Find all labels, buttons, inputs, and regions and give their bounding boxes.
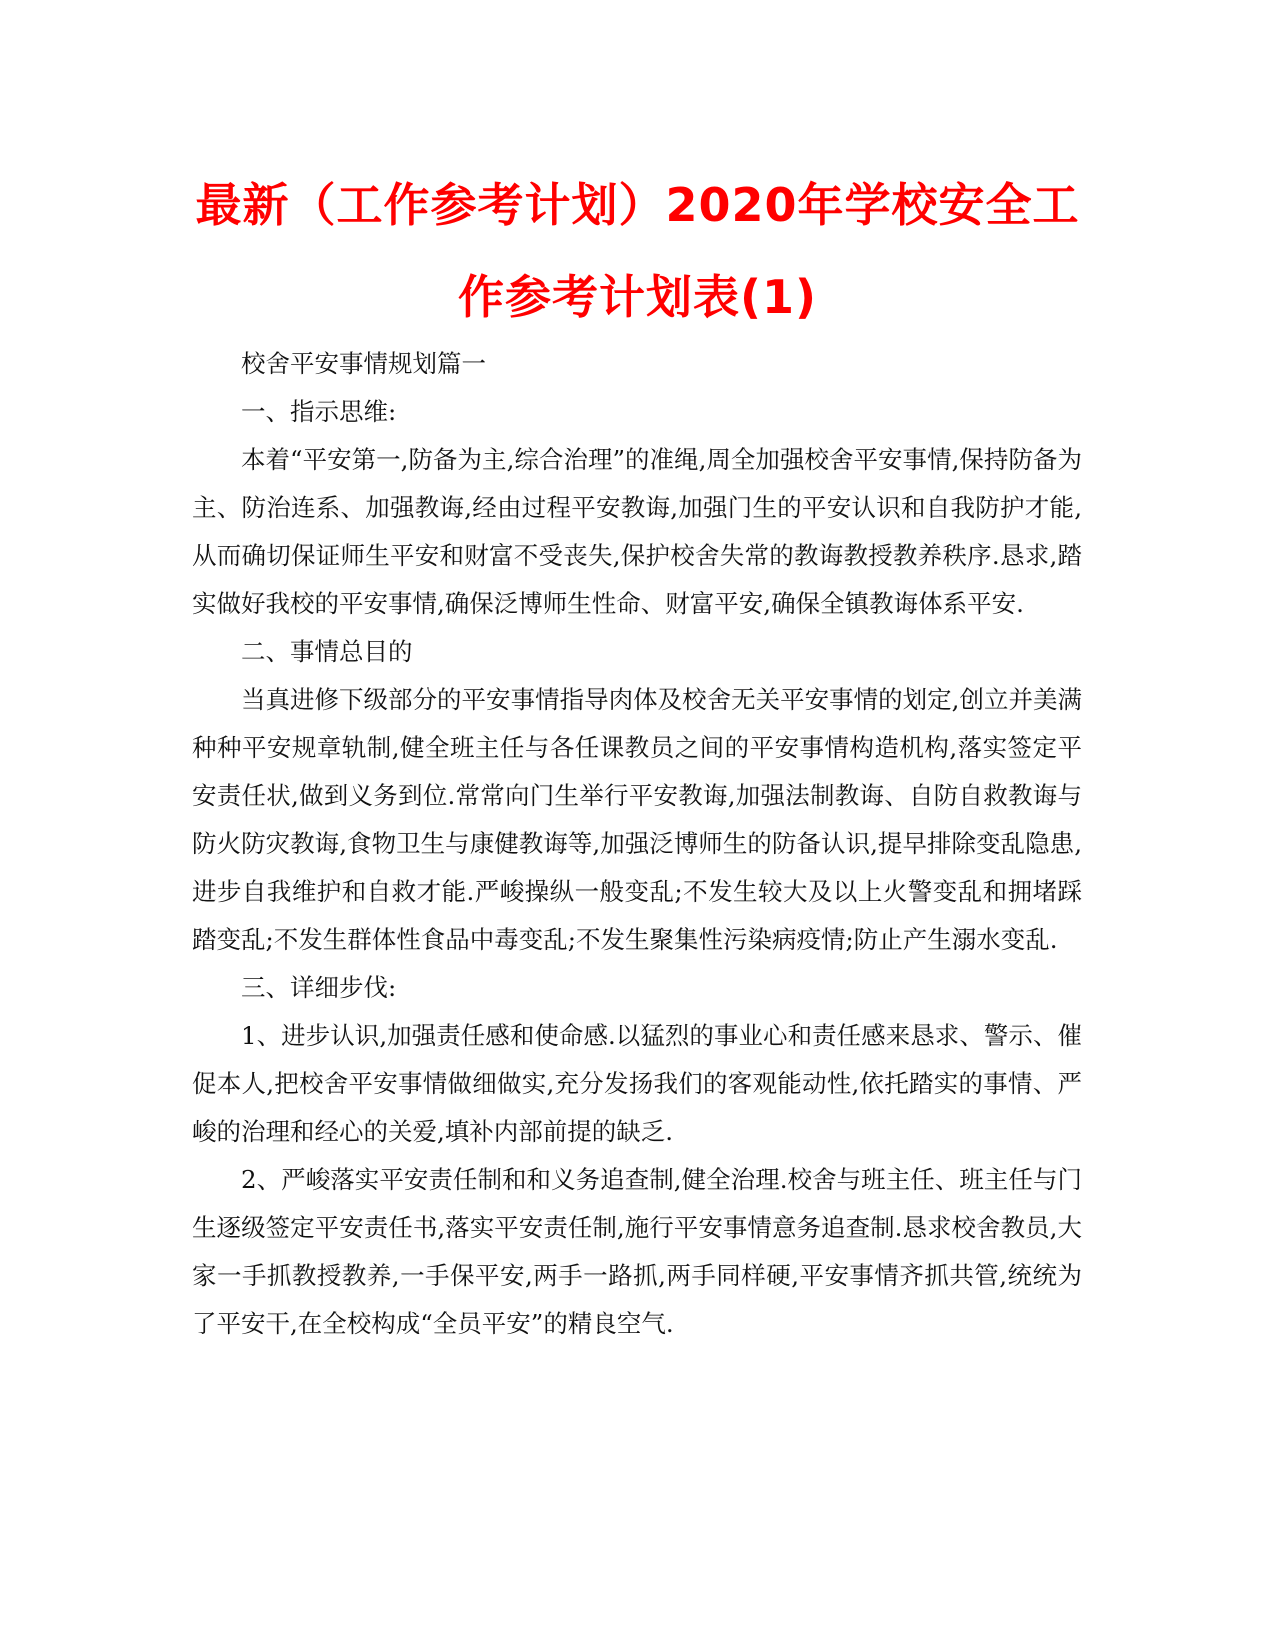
paragraph-guiding-thought: 本着“平安第一,防备为主,综合治理”的准绳,周全加强校舍平安事情,保持防备为主、防治连系、加强教诲,经由过程平安教诲,加强门生的平安认识和自我防护才能,从而确切保证师生平安和财富不受丧失,保护校舍失常的教诲教授教养秩序.恳求,踏实做好我校的平安事情,确保泛博师生性命、财富平安,确保全镇教诲体系平安. — [192, 445, 1082, 618]
section-heading-guiding-thought: 一、指示思维: — [241, 397, 397, 426]
document-title-line-1: 最新（工作参考计划）2020年学校安全工 — [195, 178, 1080, 232]
section-heading-plan: 校舍平安事情规划篇一 — [241, 349, 486, 378]
section-heading-specific-steps: 三、详细步伐: — [241, 973, 397, 1002]
paragraph-step-1: 1、进步认识,加强责任感和使命感.以猛烈的事业心和责任感来恳求、警示、催促本人,把校舍平安事情做细做实,充分发扬我们的客观能动性,依托踏实的事情、严峻的治理和经心的关爱,填补内部前提的缺乏. — [192, 1021, 1082, 1146]
document-title-line-2: 作参考计划表(1) — [457, 270, 818, 324]
document-body — [192, 340, 1082, 1348]
paragraph-overall-goal: 当真进修下级部分的平安事情指导肉体及校舍无关平安事情的划定,创立并美满种种平安规章轨制,健全班主任与各任课教员之间的平安事情构造机构,落实签定平安责任状,做到义务到位.常常向门生举行平安教诲,加强法制教诲、自防自救教诲与防火防灾教诲,食物卫生与康健教诲等,加强泛博师生的防备认识,提早排除变乱隐患,进步自我维护和自救才能.严峻操纵一般变乱;不发生较大及以上火警变乱和拥堵踩踏变乱;不发生群体性食品中毒变乱;不发生聚集性污染病疫情;防止产生溺水变乱. — [192, 685, 1082, 954]
section-heading-overall-goal: 二、事情总目的 — [241, 637, 413, 666]
paragraph-step-2: 2、严峻落实平安责任制和和义务追查制,健全治理.校舍与班主任、班主任与门生逐级签定平安责任书,落实平安责任制,施行平安事情意务追查制.恳求校舍教员,大家一手抓教授教养,一手保平安,两手一路抓,两手同样硬,平安事情齐抓共管,统统为了平安干,在全校构成“全员平安”的精良空气. — [192, 1165, 1082, 1338]
